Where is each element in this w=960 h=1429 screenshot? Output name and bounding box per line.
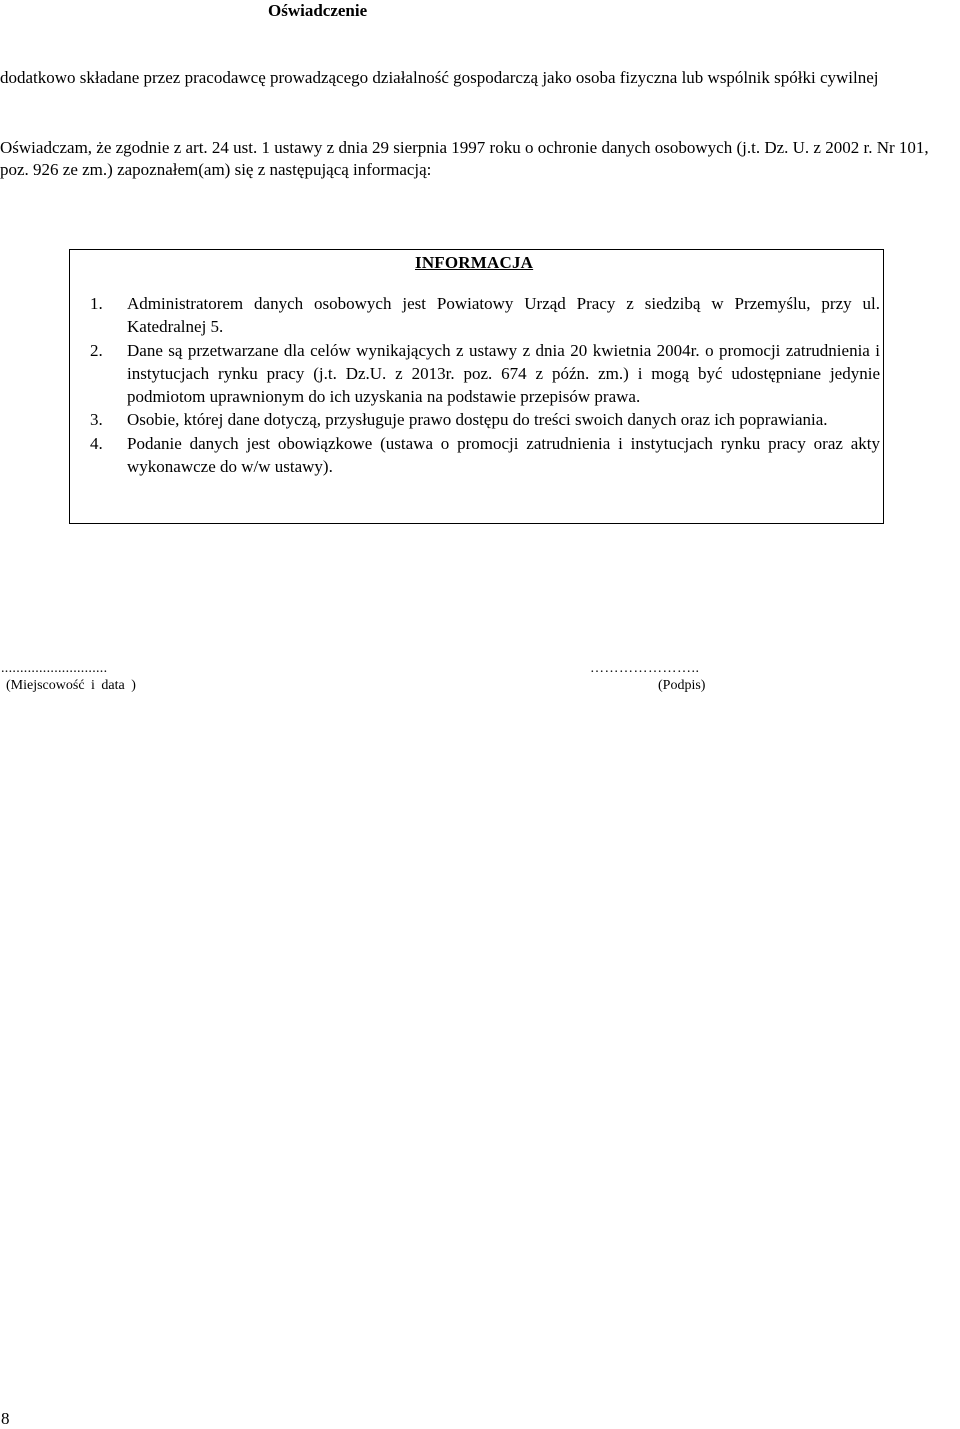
signature-label: (Podpis) [658, 678, 706, 693]
information-item [90, 408, 880, 431]
item-text: Podanie danych jest obowiązkowe (ustawa o promocji zatrudnienia i instytucjach rynku pracy oraz akty wykonawcze do w/w ustawy). [127, 433, 880, 477]
information-item [90, 432, 880, 479]
place-date-label: (Miejscowość i data ) [6, 678, 136, 693]
information-item [90, 339, 880, 409]
declaration-text: Oświadczam, że zgodnie z art. 24 ust. 1 ustawy z dnia 29 sierpnia 1997 roku o ochronie danych osobowych (j.t. Dz. U. z 2002 r. Nr 101, poz. 926 ze zm.) zapoznałem(am) się z następującą informacją: [0, 138, 929, 179]
item-number: 1. [90, 294, 103, 313]
document-title: Oświadczenie [268, 1, 368, 20]
place-date-signature-line: ............................ [1, 661, 108, 676]
item-number: 3. [90, 410, 103, 430]
document-subtitle: dodatkowo składane przez pracodawcę prowadzącego działalność gospodarczą jako osoba fizyczna lub wspólnik spółki cywilnej [0, 68, 879, 87]
item-number: 4. [90, 433, 103, 453]
information-list [90, 292, 880, 478]
item-text: Osobie, której dane dotyczą, przysługuje prawo dostępu do treści swoich danych oraz ich poprawiania. [127, 410, 828, 430]
item-text: Administratorem danych osobowych jest Powiatowy Urząd Pracy z siedzibą w Przemyślu, przy ul. Katedralnej 5. [127, 294, 880, 337]
item-text: Dane są przetwarzane dla celów wynikających z ustawy z dnia 20 kwietnia 2004r. o promocji zatrudnienia i instytucjach rynku pracy (j.t. Dz.U. z 2013r. poz. 674 z późn. zm.) i mogą być udostępniane jedynie podmiotom uprawnionym do ich uzyskania na podstawie przepisów prawa. [127, 340, 880, 407]
signature-line: ………………….. [590, 661, 700, 676]
page-number: 8 [1, 1409, 10, 1428]
information-heading: INFORMACJA [415, 253, 534, 272]
item-number: 2. [90, 340, 103, 360]
information-item [90, 292, 880, 339]
